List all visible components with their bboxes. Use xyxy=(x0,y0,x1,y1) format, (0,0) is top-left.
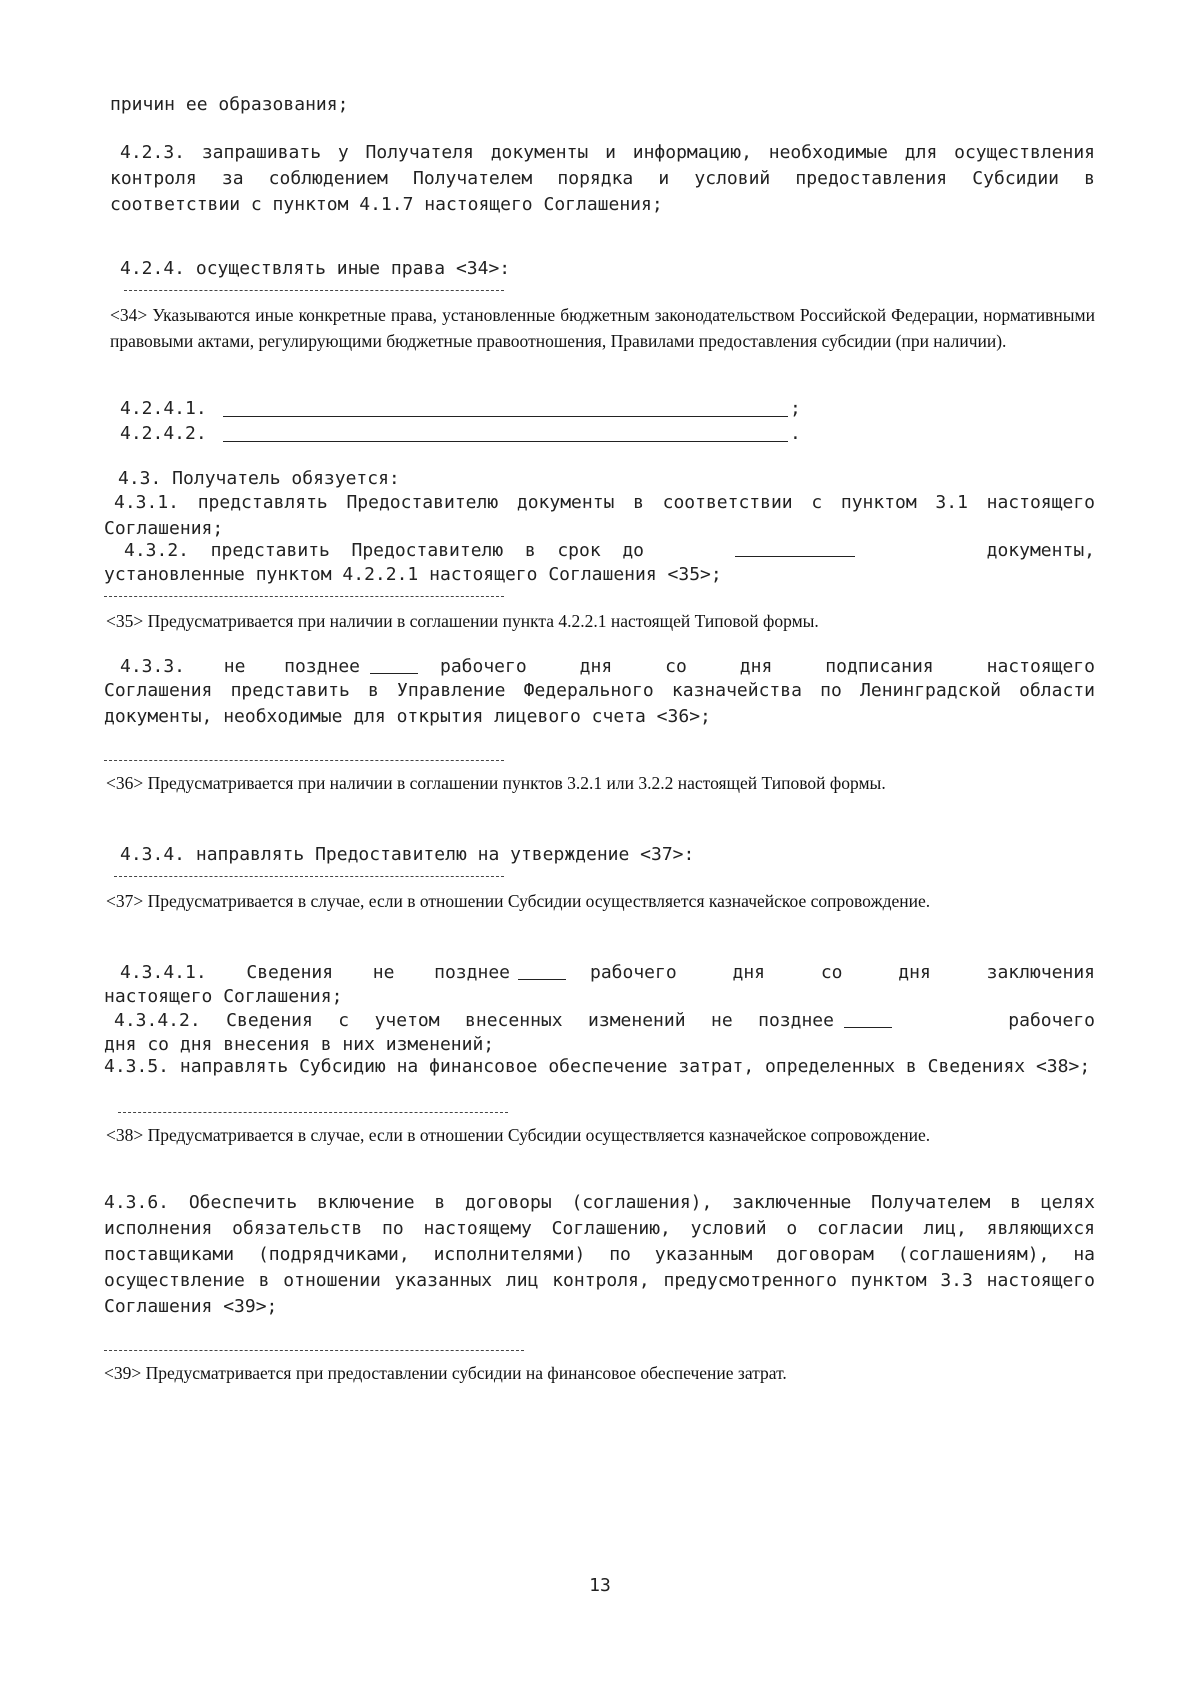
footnote-separator xyxy=(124,290,504,291)
paragraph-4-3: 4.3. Получатель обязуется: xyxy=(118,468,400,489)
paragraph-4-3-4-1-start: 4.3.4.1. Сведения не позднее xyxy=(120,962,510,983)
footnote-separator xyxy=(104,596,504,597)
footnote-35: <35> Предусматривается при наличии в соглашении пункта 4.2.2.1 настоящей Типовой формы. xyxy=(106,611,819,631)
item-4-2-4-2-label: 4.2.4.2. xyxy=(120,423,207,444)
page-number: 13 xyxy=(589,1575,611,1596)
fill-in-line xyxy=(844,1027,892,1028)
footnote-separator xyxy=(104,760,504,761)
paragraph-4-3-4-2-mid: рабочего xyxy=(1008,1010,1095,1031)
paragraph-4-2-3: 4.2.3. запрашивать у Получателя документы и информацию, необходимые для осуществления контроля за соблюдением Получателем порядка и условий предоставления Субсидии в соответствии с пунктом 4.1.7 настоящего Соглашения; xyxy=(110,142,1106,215)
footnote-34: <34> Указываются иные конкретные права, установленные бюджетным законодательством Российской Федерации, нормативными правовыми актами, регулирующими бюджетные правоотношения, Правилами предоставления субсидии (при наличии). xyxy=(110,305,1095,351)
paragraph-continuation: причин ее образования; xyxy=(110,94,349,115)
paragraph-4-3-1: 4.3.1. представлять Предоставителю документы в соответствии с пунктом 3.1 настоящего Соглашения; xyxy=(104,492,1106,539)
paragraph-4-3-4-2-start: 4.3.4.2. Сведения с учетом внесенных изменений не позднее xyxy=(114,1010,834,1031)
paragraph-4-3-4-2-cont: дня со дня внесения в них изменений; xyxy=(104,1034,495,1055)
paragraph-4-3-4-1-cont: настоящего Соглашения; xyxy=(104,986,343,1007)
paragraph-4-3-4: 4.3.4. направлять Предоставителю на утверждение <37>: xyxy=(120,844,695,865)
fill-in-line xyxy=(370,673,418,674)
paragraph-4-3-2-start: 4.3.2. представить Предоставителю в срок до xyxy=(124,540,644,561)
footnote-36: <36> Предусматривается при наличии в соглашении пунктов 3.2.1 или 3.2.2 настоящей Типовой формы. xyxy=(106,773,886,793)
fill-in-line xyxy=(518,979,566,980)
paragraph-4-3-3-start: 4.3.3. не позднее xyxy=(120,656,360,677)
fill-in-line xyxy=(735,556,855,557)
paragraph-4-2-4: 4.2.4. осуществлять иные права <34>: xyxy=(120,258,511,279)
paragraph-4-3-2-cont: установленные пунктом 4.2.2.1 настоящего Соглашения <35>; xyxy=(104,564,722,585)
paragraph-4-3-3-mid: рабочего дня со дня подписания настоящего xyxy=(440,656,1095,677)
paragraph-4-3-2-end: документы, xyxy=(986,540,1095,561)
fill-in-line xyxy=(223,416,788,417)
footnote-37: <37> Предусматривается в случае, если в отношении Субсидии осуществляется казначейское сопровождение. xyxy=(106,891,931,911)
footnote-38: <38> Предусматривается в случае, если в отношении Субсидии осуществляется казначейское сопровождение. xyxy=(106,1125,931,1145)
paragraph-4-3-4-1-mid: рабочего дня со дня заключения xyxy=(590,962,1095,983)
paragraph-4-3-3-cont: Соглашения представить в Управление Федерального казначейства по Ленинградской области документы, необходимые для открытия лицевого счета <36>; xyxy=(104,680,1106,727)
footnote-separator xyxy=(104,1350,524,1351)
footnote-39: <39> Предусматривается при предоставлении субсидии на финансовое обеспечение затрат. xyxy=(104,1363,787,1383)
paragraph-4-3-5: 4.3.5. направлять Субсидию на финансовое обеспечение затрат, определенных в Сведениях <38>; xyxy=(104,1056,1091,1077)
item-4-2-4-2-end: . xyxy=(790,423,801,444)
footnote-separator xyxy=(118,1112,508,1113)
item-4-2-4-1-label: 4.2.4.1. xyxy=(120,398,207,419)
item-4-2-4-1-end: ; xyxy=(790,398,801,419)
paragraph-4-3-6: 4.3.6. Обеспечить включение в договоры (соглашения), заключенные Получателем в целях исполнения обязательств по настоящему Соглашению, условий о согласии лиц, являющихся поставщиками (подрядчиками, исполнителями) по указанным договорам (соглашениям), на осуществление в отношении указанных лиц контроля, предусмотренного пунктом 3.3 настоящего Соглашения <39>; xyxy=(104,1192,1106,1317)
fill-in-line xyxy=(223,441,788,442)
footnote-separator xyxy=(114,876,504,877)
